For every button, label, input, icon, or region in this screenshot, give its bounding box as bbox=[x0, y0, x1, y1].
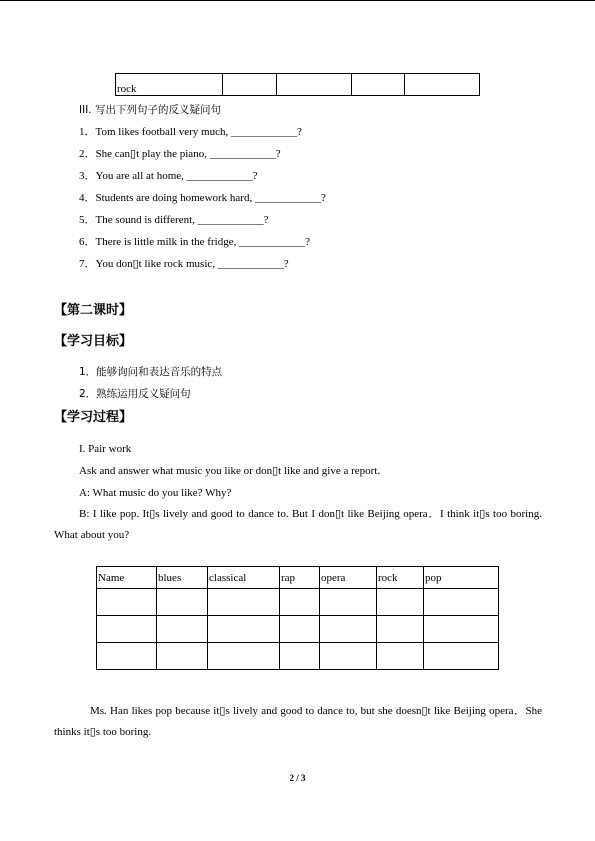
exercise-item: 5．The sound is different, ____________? bbox=[79, 214, 269, 226]
top-table bbox=[115, 73, 480, 96]
section-iii-title: III. 写出下列句子的反义疑问句 bbox=[79, 104, 221, 116]
header-cell-blues: blues bbox=[157, 567, 208, 589]
table-cell[interactable] bbox=[208, 589, 280, 616]
table-cell[interactable] bbox=[157, 589, 208, 616]
header-cell-pop: pop bbox=[424, 567, 499, 589]
header-cell-name: Name bbox=[97, 567, 157, 589]
table-cell[interactable] bbox=[377, 589, 424, 616]
page-top-border bbox=[0, 0, 595, 1]
header-cell-classical: classical bbox=[208, 567, 280, 589]
exercise-item: 2．She can▯t play the piano, ____________? bbox=[79, 148, 281, 160]
table-cell[interactable] bbox=[97, 616, 157, 643]
table-cell[interactable] bbox=[424, 616, 499, 643]
table-row bbox=[97, 616, 499, 643]
exercise-item: 7．You don▯t like rock music, ____________? bbox=[79, 258, 289, 270]
table-cell[interactable] bbox=[424, 643, 499, 670]
table-cell[interactable] bbox=[280, 589, 320, 616]
exercise-item: 1．Tom likes football very much, ____________? bbox=[79, 126, 302, 138]
table-cell[interactable] bbox=[157, 616, 208, 643]
table-cell[interactable] bbox=[97, 589, 157, 616]
table-cell[interactable] bbox=[157, 643, 208, 670]
pair-work-title: I. Pair work bbox=[79, 443, 132, 455]
learning-process-heading: 【学习过程】 bbox=[54, 410, 133, 425]
table-cell[interactable] bbox=[208, 616, 280, 643]
page-number: 2 / 3 bbox=[289, 773, 306, 783]
table-cell[interactable] bbox=[377, 643, 424, 670]
table-cell[interactable] bbox=[208, 643, 280, 670]
exercise-item: 3．You are all at home, ____________? bbox=[79, 170, 258, 182]
learning-goals-heading: 【学习目标】 bbox=[54, 334, 133, 349]
header-cell-rap: rap bbox=[280, 567, 320, 589]
pair-work-instruction: Ask and answer what music you like or don▯t like and give a report. bbox=[79, 465, 381, 477]
dialogue-line-b: B: I like pop. It▯s lively and good to dance to. But I don▯t like Beijing opera．I think it▯s too boring. What about you? bbox=[54, 508, 542, 541]
survey-table bbox=[96, 566, 499, 670]
exercise-item: 4．Students are doing homework hard, ____________? bbox=[79, 192, 326, 204]
lesson-two-heading: 【第二课时】 bbox=[54, 303, 133, 318]
dialogue-line-a: A: What music do you like? Why? bbox=[79, 487, 232, 499]
table-cell[interactable] bbox=[320, 616, 377, 643]
top-table-cell bbox=[352, 74, 405, 96]
table-cell[interactable] bbox=[320, 589, 377, 616]
top-table-cell: rock bbox=[116, 74, 223, 96]
goal-item: 2．熟练运用反义疑问句 bbox=[79, 388, 191, 400]
exercise-item: 6．There is little milk in the fridge, ____________? bbox=[79, 236, 310, 248]
table-cell[interactable] bbox=[97, 643, 157, 670]
table-cell[interactable] bbox=[280, 616, 320, 643]
table-row bbox=[97, 643, 499, 670]
table-cell[interactable] bbox=[320, 643, 377, 670]
table-cell[interactable] bbox=[280, 643, 320, 670]
top-table-cell bbox=[276, 74, 351, 96]
report-paragraph: Ms. Han likes pop because it▯s lively and good to dance to, but she doesn▯t like Beijing opera．She thinks it▯s too boring. bbox=[54, 705, 542, 738]
top-table-cell bbox=[223, 74, 277, 96]
goal-item: 1．能够询问和表达音乐的特点 bbox=[79, 366, 223, 378]
top-table-cell bbox=[404, 74, 479, 96]
table-cell[interactable] bbox=[424, 589, 499, 616]
table-cell[interactable] bbox=[377, 616, 424, 643]
table-row bbox=[97, 589, 499, 616]
header-cell-rock: rock bbox=[377, 567, 424, 589]
header-cell-opera: opera bbox=[320, 567, 377, 589]
